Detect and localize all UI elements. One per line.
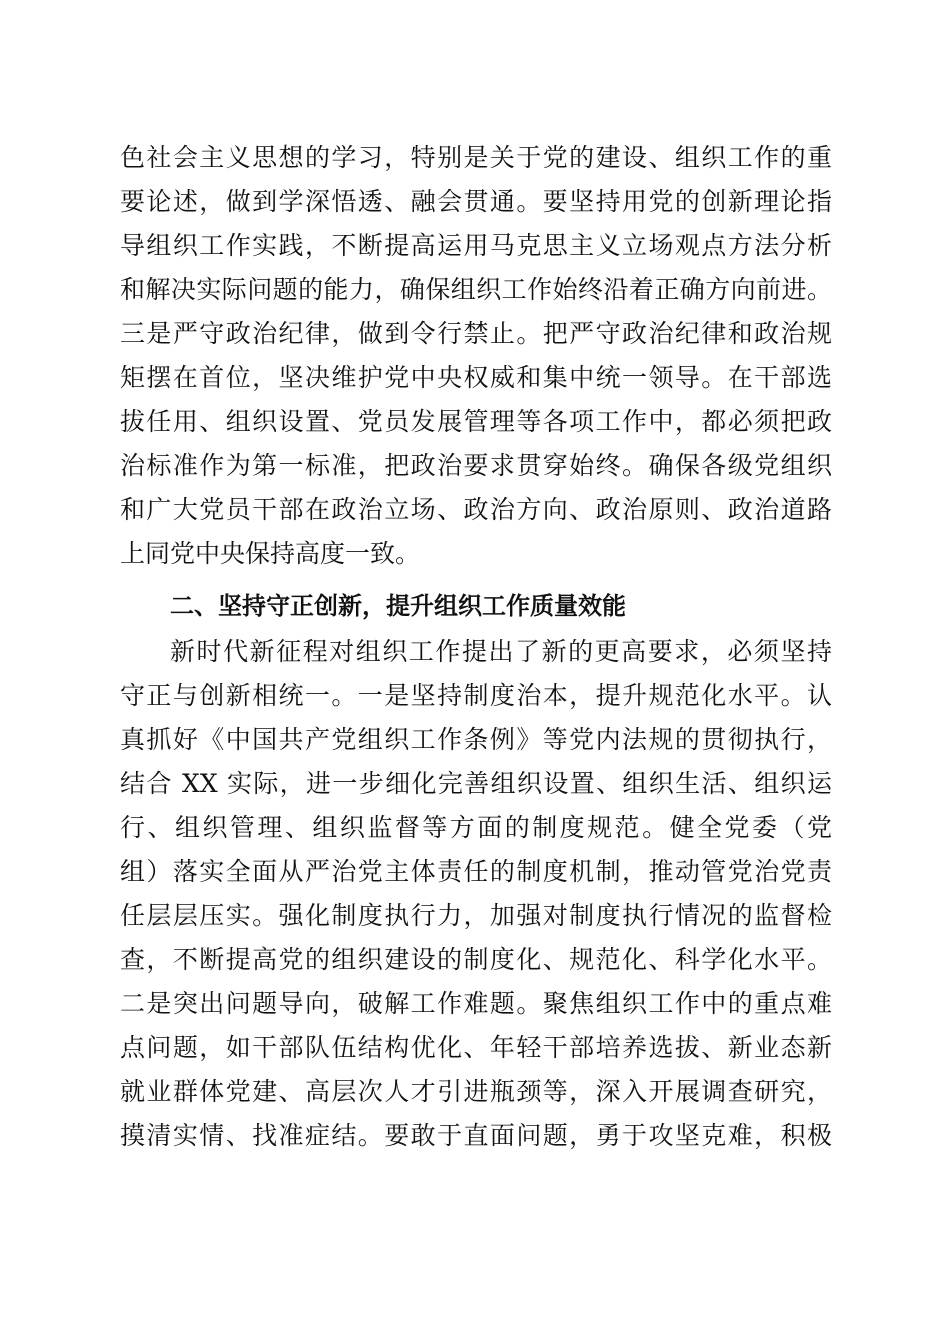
paragraph-line: 结合 XX 实际，进一步细化完善组织设置、组织生活、组织运: [120, 769, 832, 798]
paragraph-line: 拔任用、组织设置、党员发展管理等各项工作中，都必须把政: [120, 407, 832, 436]
paragraph-line: 点问题，如干部队伍结构优化、年轻干部培养选拔、新业态新: [120, 1033, 832, 1062]
paragraph-line: 真抓好《中国共产党组织工作条例》等党内法规的贯彻执行，: [120, 725, 832, 754]
paragraph-line: 治标准作为第一标准，把政治要求贯穿始终。确保各级党组织: [120, 451, 832, 480]
paragraph-line: 二是突出问题导向，破解工作难题。聚焦组织工作中的重点难: [120, 989, 832, 1018]
paragraph-line: 摸清实情、找准症结。要敢于直面问题，勇于攻坚克难，积极: [120, 1121, 832, 1150]
paragraph-line: 矩摆在首位，坚决维护党中央权威和集中统一领导。在干部选: [120, 363, 832, 392]
paragraph-line: 就业群体党建、高层次人才引进瓶颈等，深入开展调查研究，: [120, 1077, 832, 1106]
paragraph-line: 和广大党员干部在政治立场、政治方向、政治原则、政治道路: [120, 495, 832, 524]
paragraph-line: 色社会主义思想的学习，特别是关于党的建设、组织工作的重: [120, 143, 832, 172]
paragraph-line: 组）落实全面从严治党主体责任的制度机制，推动管党治党责: [120, 857, 832, 886]
paragraph-line: 要论述，做到学深悟透、融会贯通。要坚持用党的创新理论指: [120, 187, 832, 216]
paragraph-line: 新时代新征程对组织工作提出了新的更高要求，必须坚持: [170, 637, 832, 666]
paragraph-line: 和解决实际问题的能力，确保组织工作始终沿着正确方向前进。: [120, 275, 832, 304]
paragraph-line: 行、组织管理、组织监督等方面的制度规范。健全党委（党: [120, 813, 832, 842]
paragraph-line: 任层层压实。强化制度执行力，加强对制度执行情况的监督检: [120, 901, 832, 930]
paragraph-line: 导组织工作实践，不断提高运用马克思主义立场观点方法分析: [120, 231, 832, 260]
paragraph-line: 上同党中央保持高度一致。: [120, 539, 421, 568]
paragraph-line: 三是严守政治纪律，做到令行禁止。把严守政治纪律和政治规: [120, 319, 832, 348]
section-heading: 二、坚持守正创新，提升组织工作质量效能: [170, 592, 626, 620]
paragraph-line: 守正与创新相统一。一是坚持制度治本，提升规范化水平。认: [120, 681, 832, 710]
paragraph-line: 查，不断提高党的组织建设的制度化、规范化、科学化水平。: [120, 945, 832, 974]
